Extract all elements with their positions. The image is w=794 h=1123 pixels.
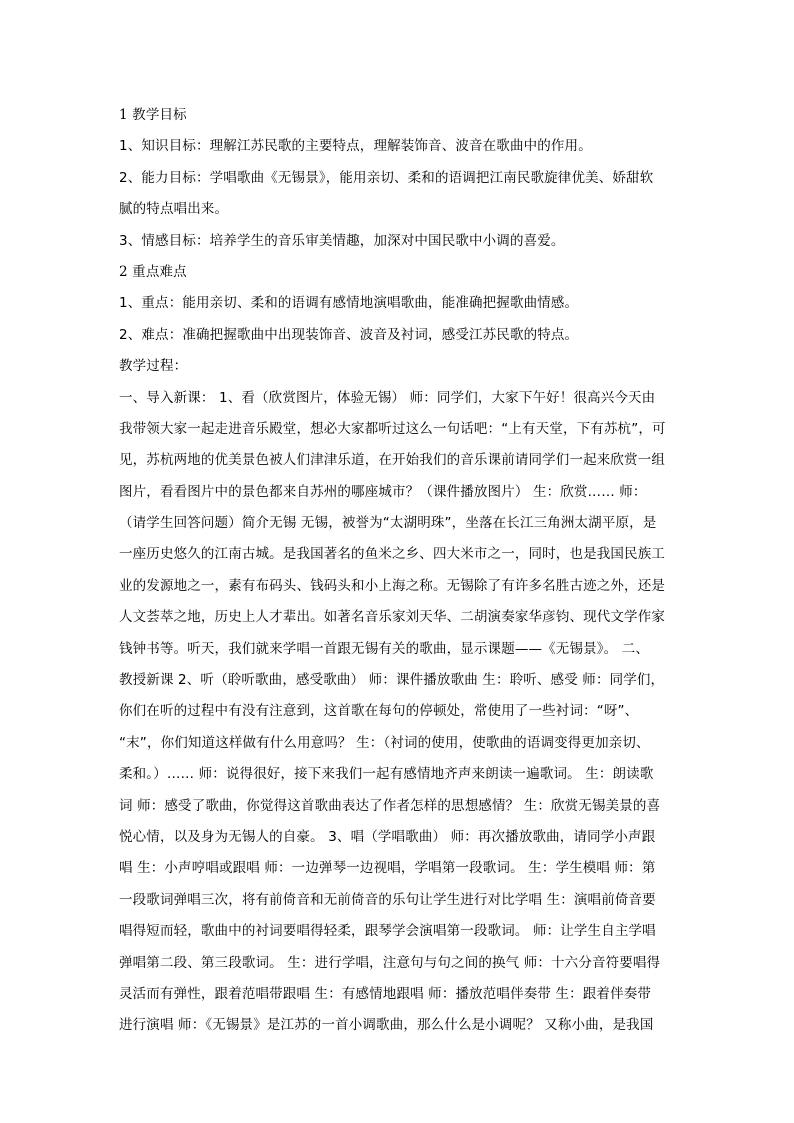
section-heading-teaching-process: 教学过程： bbox=[119, 358, 188, 375]
text-line: （请学生回答问题）简介无锡 无锡，被誉为“太湖明珠”，坐落在长江三角洲太湖平原，是 bbox=[119, 515, 657, 532]
text-line: 悦心情，以及身为无锡人的自豪。 3、唱（学唱歌曲） 师：再次播放歌曲，请同学小声跟 bbox=[119, 828, 656, 845]
text-line: “末”，你们知道这样做有什么用意吗？ 生：（衬词的使用，使歌曲的语调变得更加亲切、 bbox=[119, 734, 650, 751]
text-line: 图片，看看图片中的景色都来自苏州的哪座城市？（课件播放图片） 生：欣赏…… 师： bbox=[119, 483, 647, 500]
text-line: 灵活而有弹性，跟着范唱带跟唱 生：有感情地跟唱 师：播放范唱伴奏带 生：跟着伴奏带 bbox=[119, 985, 652, 1002]
text-line: 3、情感目标：培养学生的音乐审美情趣，加深对中国民歌中小调的喜爱。 bbox=[119, 232, 565, 249]
text-line: 唱 生：小声哼唱或跟唱 师：一边弹琴一边视唱，学唱第一段歌词。 生：学生模唱 师：第 bbox=[119, 860, 656, 877]
text-line: 2、难点：准确把握歌曲中出现装饰音、波音及衬词，感受江苏民歌的特点。 bbox=[119, 326, 579, 343]
text-line: 人文荟萃之地，历史上人才辈出。如著名音乐家刘天华、二胡演奏家华彦钧、现代文学作家 bbox=[119, 609, 665, 626]
text-line: 一段歌词弹唱三次，将有前倚音和无前倚音的乐句让学生进行对比学唱 生：演唱前倚音要 bbox=[119, 891, 656, 908]
text-line: 教授新课 2、听（聆听歌曲，感受歌曲） 师：课件播放歌曲 生：聆听、感受 师：同学们， bbox=[119, 672, 665, 689]
text-line: 钱钟书等。听天，我们就来学唱一首跟无锡有关的歌曲，显示课题——《无锡景》。 二、 bbox=[119, 640, 650, 657]
text-line: 词 师：感受了歌曲，你觉得这首歌曲表达了作者怎样的思想感情？ 生：欣赏无锡美景的喜 bbox=[119, 797, 661, 814]
text-line: 1、知识目标：理解江苏民歌的主要特点，理解装饰音、波音在歌曲中的作用。 bbox=[119, 138, 592, 155]
document-body bbox=[119, 100, 679, 1042]
text-line: 见，苏杭两地的优美景色被人们津津乐道，在开始我们的音乐课前请同学们一起来欣赏一组 bbox=[119, 452, 665, 469]
text-line: 一、导入新课： 1、看（欣赏图片，体验无锡） 师：同学们，大家下午好！很高兴今天由 bbox=[119, 389, 656, 406]
text-line: 弹唱第二段、第三段歌词。 生：进行学唱，注意句与句之间的换气 师：十六分音符要唱得 bbox=[119, 954, 661, 971]
text-line: 你们在听的过程中有没有注意到，这首歌在每句的停顿处，常使用了一些衬词：“呀”、 bbox=[119, 703, 639, 720]
text-line: 1、重点：能用亲切、柔和的语调有感情地演唱歌曲，能准确把握歌曲情感。 bbox=[119, 295, 579, 312]
text-line: 柔和。）…… 师：说得很好，接下来我们一起有感情地齐声来朗读一遍歌词。 生：朗读歌 bbox=[119, 766, 654, 783]
text-line: 唱得短而轻，歌曲中的衬词要唱得轻柔，跟琴学会演唱第一段歌词。 师：让学生自主学唱 bbox=[119, 923, 656, 940]
text-line: 2、能力目标：学唱歌曲《无锡景》，能用亲切、柔和的语调把江南民歌旋律优美、娇甜软 bbox=[119, 169, 654, 186]
section-heading-teaching-goals: 1 教学目标 bbox=[119, 107, 187, 123]
text-line: 腻的特点唱出来。 bbox=[119, 201, 229, 218]
text-line: 业的发源地之一，素有布码头、钱码头和小上海之称。无锡除了有许多名胜古迹之外，还是 bbox=[119, 577, 665, 594]
section-heading-key-points: 2 重点难点 bbox=[119, 263, 187, 280]
text-line: 一座历史悠久的江南古城。是我国著名的鱼米之乡、四大米市之一，同时，也是我国民族工 bbox=[119, 546, 665, 563]
text-line: 我带领大家一起走进音乐殿堂，想必大家都听过这么一句话吧：“上有天堂，下有苏杭”，可 bbox=[119, 420, 666, 437]
text-line: 进行演唱 师：《无锡景》是江苏的一首小调歌曲，那么什么是小调呢？ 又称小曲，是我国 bbox=[119, 1017, 654, 1034]
